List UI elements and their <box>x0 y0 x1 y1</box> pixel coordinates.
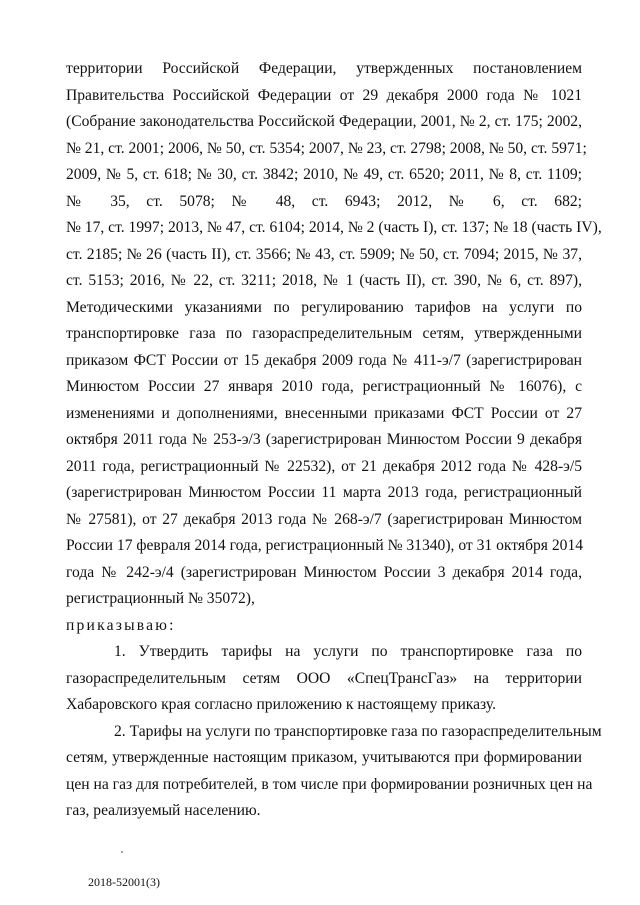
text-line: № 21, ст. 2001; 2006, № 50, ст. 5354; 2007, № 23, ст. 2798; 2008, № 50, ст. 5971; <box>66 139 587 157</box>
text-line: регистрационный № 35072), <box>66 590 255 607</box>
item-2-line: газ, реализуемый населению. <box>66 802 261 819</box>
footer-code: 2018-52001(3) <box>88 875 160 889</box>
item-2-line: цен на газ для потребителей, в том числе при формировании розничных цен на <box>66 775 593 793</box>
item-1-line: 1. Утвердить тарифы на услуги по транспортировке газа по <box>114 643 582 660</box>
text-line: изменениями и дополнениями, внесенными приказами ФСТ России от 27 <box>66 404 582 422</box>
item-1-line: Хабаровского края согласно приложению к настоящему приказу. <box>66 696 497 713</box>
text-line: (зарегистрирован Минюстом России 11 марта 2013 года, регистрационный <box>66 484 582 501</box>
text-line: Правительства Российской Федерации от 29 декабря 2000 года № 1021 <box>66 86 582 104</box>
text-line: года № 242-э/4 (зарегистрирован Минюстом России 3 декабря 2014 года, <box>66 563 582 581</box>
item-2-line: сетям, утвержденные настоящим приказом, учитываются при формировании <box>66 749 582 766</box>
text-line: № 17, ст. 1997; 2013, № 47, ст. 6104; 2014, № 2 (часть I), ст. 137; № 18 (часть IV), <box>66 219 602 236</box>
scan-speck <box>121 851 123 853</box>
text-line: (Собрание законодательства Российской Федерации, 2001, № 2, ст. 175; 2002, <box>66 113 582 130</box>
text-line: октября 2011 года № 253-э/3 (зарегистрирован Минюстом России 9 декабря <box>66 431 582 448</box>
item-2-line: 2. Тарифы на услуги по транспортировке газа по газораспределительным <box>114 722 602 740</box>
order-word: приказываю: <box>66 616 176 634</box>
text-line: Методическими указаниями по регулированию тарифов на услуги по <box>66 298 582 316</box>
text-line: территории Российской Федерации, утвержденных постановлением <box>66 60 582 77</box>
text-line: России 17 февраля 2014 года, регистрационный № 31340), от 31 октября 2014 <box>66 537 584 554</box>
text-line: приказом ФСТ России от 15 декабря 2009 года № 411-э/7 (зарегистрирован <box>66 351 582 369</box>
text-line: 2011 года, регистрационный № 22532), от 21 декабря 2012 года № 428-э/5 <box>66 457 582 475</box>
text-line: ст. 5153; 2016, № 22, ст. 3211; 2018, № 1 (часть II), ст. 390, № 6, ст. 897), <box>66 272 582 289</box>
text-line: № 27581), от 27 декабря 2013 года № 268-э/7 (зарегистрирован Минюстом <box>66 510 582 528</box>
text-line: Минюстом России 27 января 2010 года, регистрационный № 16076), с <box>66 378 582 395</box>
text-line: транспортировке газа по газораспределительным сетям, утвержденными <box>66 325 582 342</box>
item-1-line: газораспределительным сетям ООО «СпецТрансГаз» на территории <box>66 669 582 687</box>
document-body <box>66 56 602 825</box>
text-line: № 35, ст. 5078; № 48, ст. 6943; 2012, № 6, ст. 682; <box>66 192 582 210</box>
text-line: ст. 2185; № 26 (часть II), ст. 3566; № 43, ст. 5909; № 50, ст. 7094; 2015, № 37, <box>66 245 582 263</box>
text-line: 2009, № 5, ст. 618; № 30, ст. 3842; 2010, № 49, ст. 6520; 2011, № 8, ст. 1109; <box>66 166 582 183</box>
